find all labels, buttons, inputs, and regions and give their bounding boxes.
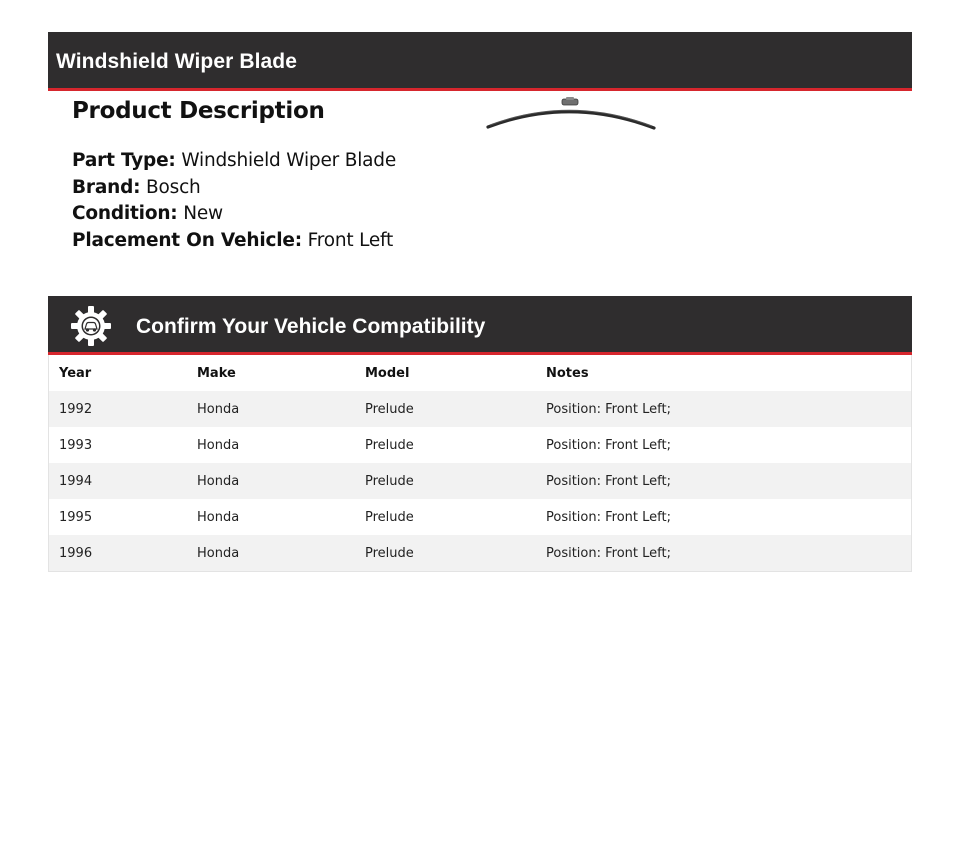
cell-notes: Position: Front Left; [536,463,911,499]
spec-list [72,148,472,254]
column-header-model: Model [355,355,536,391]
cell-model: Prelude [355,463,536,499]
compatibility-table [48,355,912,572]
spec-label: Placement On Vehicle: [72,229,302,251]
spec-label: Brand: [72,176,141,198]
cell-model: Prelude [355,499,536,535]
compatibility-bar [48,296,912,355]
cell-year: 1996 [49,535,187,571]
product-description [72,94,472,254]
spec-brand [72,175,472,202]
spec-label: Condition: [72,203,178,224]
spec-condition [72,201,472,228]
column-header-notes: Notes [536,355,911,391]
spec-value: Windshield Wiper Blade [181,150,397,171]
spec-value: Front Left [307,229,394,251]
cell-make: Honda [187,427,355,463]
cell-year: 1992 [49,391,187,427]
wiper-blade-icon [484,94,660,134]
spec-placement [72,228,472,255]
table-row [49,463,911,499]
spec-value: New [183,203,223,224]
table-row [49,499,911,535]
table-header-row [49,355,911,391]
cell-make: Honda [187,391,355,427]
cell-year: 1993 [49,427,187,463]
cell-model: Prelude [355,391,536,427]
spec-label: Part Type: [72,150,176,171]
gear-car-icon [70,305,112,347]
cell-year: 1994 [49,463,187,499]
table-row [49,535,911,571]
product-title: Windshield Wiper Blade [56,50,298,73]
compatibility-title: Confirm Your Vehicle Compatibility [136,315,486,338]
cell-year: 1995 [49,499,187,535]
description-heading: Product Description [72,98,325,124]
column-header-year: Year [49,355,187,391]
cell-make: Honda [187,463,355,499]
column-header-make: Make [187,355,355,391]
spec-part-type [72,148,472,175]
product-title-bar [48,32,912,91]
cell-notes: Position: Front Left; [536,499,911,535]
cell-make: Honda [187,499,355,535]
cell-model: Prelude [355,427,536,463]
wiper-blade-image [484,94,660,134]
cell-notes: Position: Front Left; [536,427,911,463]
table-row [49,427,911,463]
cell-model: Prelude [355,535,536,571]
cell-make: Honda [187,535,355,571]
cell-notes: Position: Front Left; [536,535,911,571]
cell-notes: Position: Front Left; [536,391,911,427]
spec-value: Bosch [146,176,201,198]
table-row [49,391,911,427]
